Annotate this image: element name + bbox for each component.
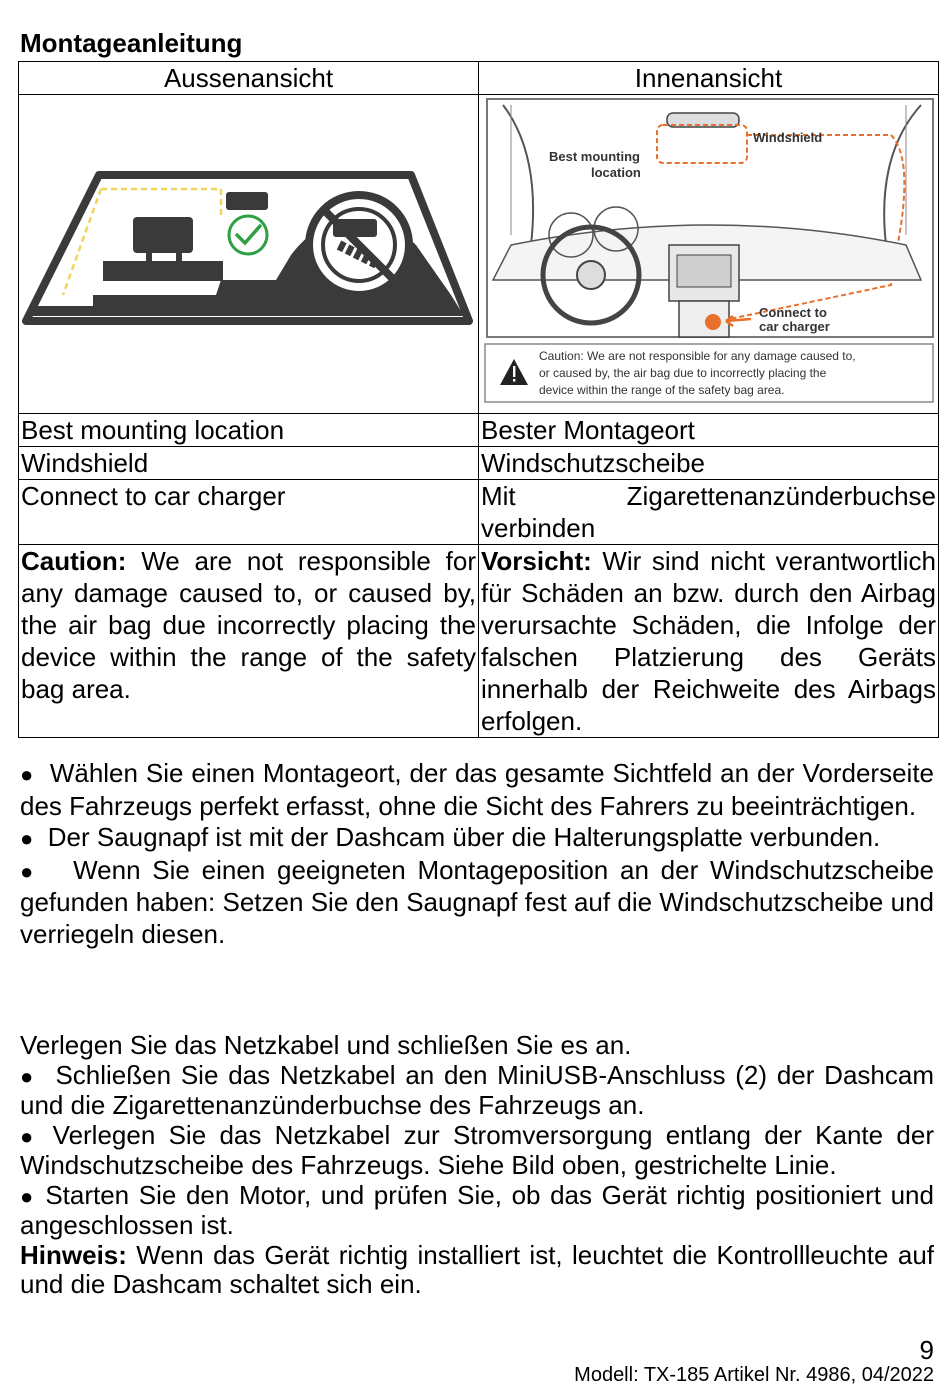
charger-socket-icon bbox=[705, 314, 721, 330]
caution-en-label: Caution: bbox=[21, 546, 127, 576]
note-text: Wenn das Gerät richtig installiert ist, leuchtet die Kontrollleuchte auf und die Dashcam schaltet sich ein. bbox=[20, 1239, 934, 1299]
bullet-icon: ● bbox=[20, 826, 34, 851]
mounting-table bbox=[18, 61, 939, 738]
bullet-icon: ● bbox=[20, 1183, 36, 1209]
list-item bbox=[20, 758, 934, 822]
bullet-icon: ● bbox=[20, 762, 34, 787]
exterior-illustration-cell bbox=[19, 95, 479, 414]
list-item bbox=[20, 1061, 934, 1121]
list-item-text: Starten Sie den Motor, und prüfen Sie, ob das Gerät richtig positioniert und angeschlossen ist. bbox=[20, 1179, 934, 1240]
page-title: Montageanleitung bbox=[20, 28, 243, 58]
list-item-text: Verlegen Sie das Netzkabel zur Stromversorgung entlang der Kante der Windschutzscheibe des Fahrzeugs. Siehe Bild oben, gestrichelte Linie. bbox=[20, 1119, 934, 1180]
list-item bbox=[20, 1121, 934, 1181]
caution-de bbox=[479, 545, 939, 738]
note bbox=[20, 1241, 934, 1300]
caution-de-label: Vorsicht: bbox=[481, 546, 592, 576]
interior-car-illustration bbox=[481, 95, 936, 406]
row-en: Windshield bbox=[19, 447, 479, 480]
location-label: location bbox=[591, 165, 641, 180]
page-number: 9 bbox=[919, 1335, 934, 1365]
row-en: Connect to car charger bbox=[19, 480, 479, 545]
bullet-list-1 bbox=[20, 758, 934, 950]
caution-de-text: Wir sind nicht verantwortlich für Schäden an bzw. durch den Airbag verursachte Schäden, die Infolge der falschen Platzierung des Geräts innerhalb der Reichweite des Airbags erfolgen. bbox=[481, 546, 936, 736]
caution-en-text: We are not responsible for any damage caused to, or caused by, the air bag due incorrectly placing the device within the range of the safety bag area. bbox=[21, 546, 476, 704]
check-icon bbox=[229, 216, 267, 254]
windshield-label: Windshield bbox=[753, 130, 823, 145]
cable-intro: Verlegen Sie das Netzkabel und schließen Sie es an. bbox=[20, 1030, 632, 1060]
bullet-icon: ● bbox=[20, 858, 38, 884]
list-item bbox=[20, 855, 934, 951]
prohibited-icon bbox=[309, 195, 409, 295]
row-de: Windschutzscheibe bbox=[479, 447, 939, 480]
list-item bbox=[20, 822, 934, 855]
header-exterior: Aussenansicht bbox=[19, 62, 479, 95]
list-item-text: Schließen Sie das Netzkabel an den MiniUSB-Anschluss (2) der Dashcam und die Zigarettenanzünderbuchse des Fahrzeugs an. bbox=[20, 1059, 934, 1120]
caution-en bbox=[19, 545, 479, 738]
row-de: Bester Montageort bbox=[479, 414, 939, 447]
charger-label: car charger bbox=[759, 319, 830, 334]
exterior-windshield-illustration bbox=[21, 95, 476, 406]
caution-line-2: or caused by, the air bag due to incorrectly placing the bbox=[539, 366, 827, 380]
bullet-icon: ● bbox=[20, 1123, 40, 1149]
list-item-text: Wenn Sie einen geeigneten Montageposition an der Windschutzscheibe gefunden haben: Setzen Sie den Saugnapf fest auf die Windschutzscheibe und verriegeln diesen. bbox=[20, 854, 934, 949]
connect-label: Connect to bbox=[759, 305, 827, 320]
header-interior: Innenansicht bbox=[479, 62, 939, 95]
cable-section bbox=[20, 1031, 934, 1300]
list-item bbox=[20, 1181, 934, 1241]
list-item-text: Wählen Sie einen Montageort, der das gesamte Sichtfeld an der Vorderseite des Fahrzeugs perfekt erfasst, ohne die Sicht des Fahrers zu beeinträchtigen. bbox=[20, 758, 934, 821]
footer-model-info: Modell: TX-185 Artikel Nr. 4986, 04/2022 bbox=[574, 1364, 934, 1386]
caution-line-3: device within the range of the safety bag area. bbox=[539, 383, 785, 397]
list-item-text: Der Saugnapf ist mit der Dashcam über die Halterungsplatte verbunden. bbox=[47, 822, 881, 852]
caution-line-1: Caution: We are not responsible for any damage caused to, bbox=[539, 349, 856, 363]
best-mounting-label: Best mounting bbox=[549, 149, 640, 164]
note-label: Hinweis: bbox=[20, 1239, 127, 1270]
row-en: Best mounting location bbox=[19, 414, 479, 447]
row-de: Mit Zigarettenanzünderbuchse verbinden bbox=[479, 480, 939, 545]
interior-illustration-cell bbox=[479, 95, 939, 414]
bullet-icon: ● bbox=[20, 1063, 36, 1089]
